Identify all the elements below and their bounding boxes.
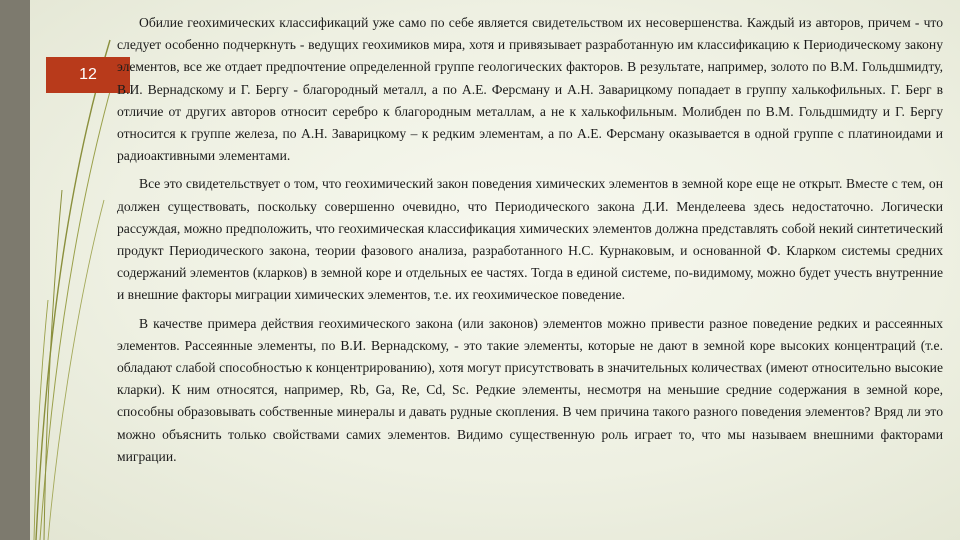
slide-text [117,12,943,474]
paragraph-2: Все это свидетельствует о том, что геохимический закон поведения химических элементов в земной коре еще не открыт. Вместе с тем, он должен существовать, поскольку совершенно очевидно, что Периодического закона Д.И. Менделеева здесь недостаточно. Логически рассуждая, можно предположить, что геохимическая классификация химических элементов должна представлять собой некий синтетический продукт Периодического закона, теории фазового анализа, разработанного Н.С. Курнаковым, и основанной Ф. Кларком системы средних содержаний элементов (кларков) в земной коре и отдельных ее частях. Тогда в единой системе, по-видимому, можно будет учесть внутренние и внешние факторы миграции химических элементов, т.е. их геохимическое поведение. [117,176,943,303]
paragraph-1: Обилие геохимических классификаций уже само по себе является свидетельством их несовершенства. Каждый из авторов, причем - что следует особенно подчеркнуть - ведущих геохимиков мира, хотя и привязывает разработанную им классификацию к Периодическому закону элементов, все же отдает предпочтение определенной группе геологических факторов. В результате, например, золото по В.М. Гольдшмидту, В.И. Вернадскому и Г. Бергу - благородный металл, а по А.Е. Ферсману и А.Н. Заварицкому попадает в группу халькофильных. Г. Берг в отличие от других авторов относит серебро к благородным металлам, а не к халькофильным. Молибден по В.М. Гольдшмидту и Г. Бергу относится к группе железа, по А.Н. Заварицкому – к редким элементам, а по А.Е. Ферсману оказывается в одной группе с платиноидами и радиоактивными элементами. [117,15,943,164]
paragraph-3: В качестве примера действия геохимического закона (или законов) элементов можно привести разное поведение редких и рассеянных элементов. Рассеянные элементы, по В.И. Вернадскому, - это такие элементы, которые не дают в земной коре высоких концентраций (т.е. обладают слабой способностью к концентрированию), хотя могут присутствовать в значительных количествах (имеют относительно высокие кларки). К ним относятся, например, Rb, Ga, Re, Cd, Sc. Редкие элементы, несмотря на меньшие средние содержания в земной коре, способны образовывать собственные минералы и давать рудные скопления. В чем причина такого разного поведения элементов? Вряд ли это можно объяснить только свойствами самих элементов. Видимо существенную роль играет то, что мы называем внешними факторами миграции. [117,315,943,464]
slide-number: 12 [79,66,97,83]
